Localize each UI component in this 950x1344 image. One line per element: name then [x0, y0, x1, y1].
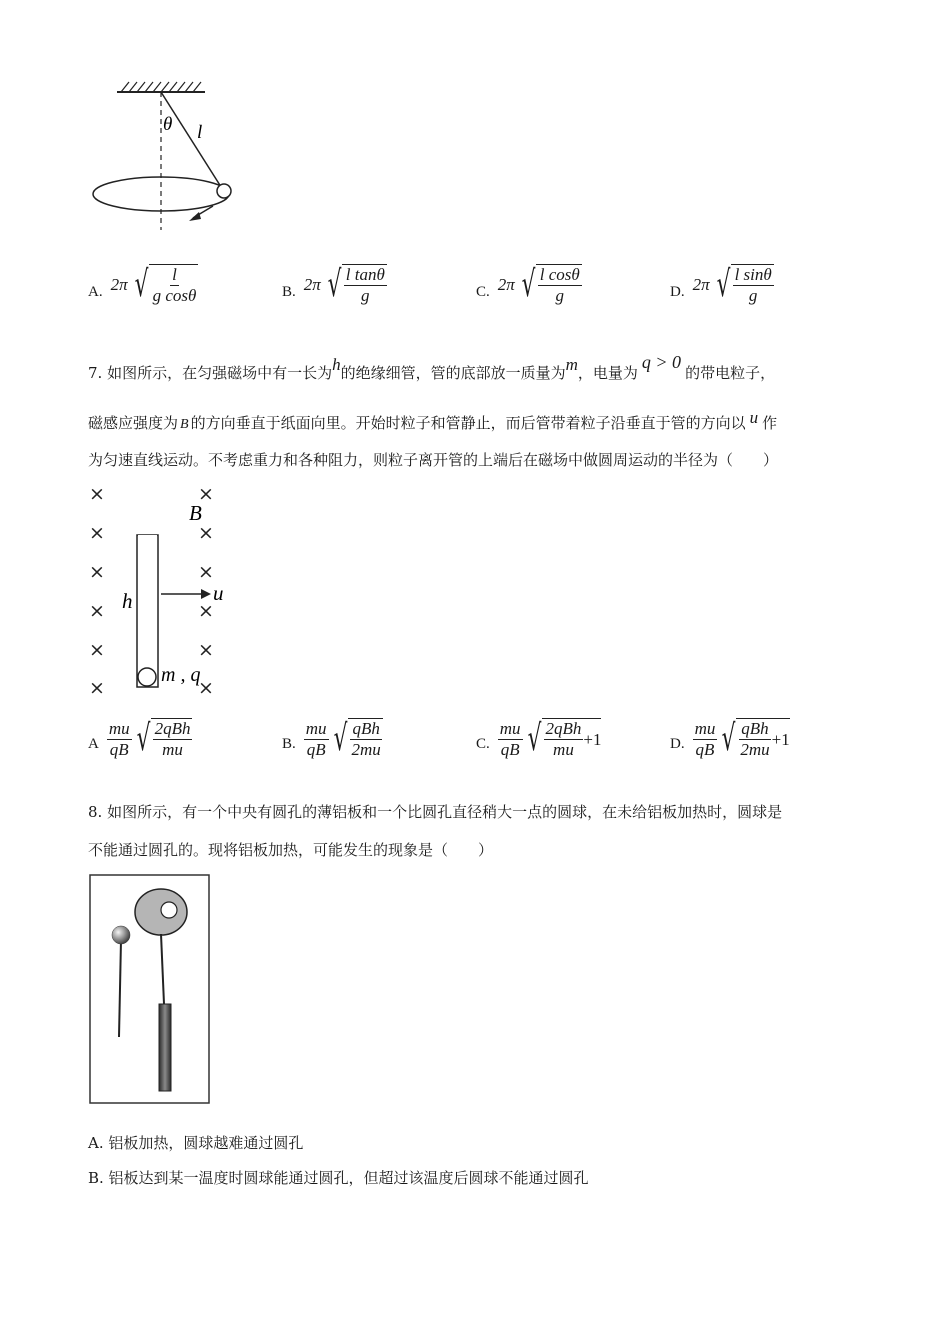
label-B: B: [189, 501, 202, 525]
field-cross: ×: [198, 483, 214, 505]
field-cross: ×: [198, 600, 214, 622]
option-label: D.: [670, 735, 685, 752]
field-cross: ×: [89, 677, 105, 699]
field-cross: ×: [89, 561, 105, 583]
q8-stem-line1: 8. 如图所示，有一个中央有圆孔的薄铝板和一个比圆孔直径稍大一点的圆球，在未给铝板加热时，圆球是: [88, 803, 783, 821]
metal-ball: [112, 926, 130, 944]
label-u: u: [213, 581, 224, 605]
q7-option-c[interactable]: C. $\frac{mu}{qB}$ √ $\frac{\text{2qBh}}{mu}$ +1: [476, 718, 602, 759]
field-cross: ×: [198, 677, 214, 699]
aluminum-plate-ball-figure: [89, 874, 211, 1106]
option-label: C.: [476, 735, 490, 752]
q7-option-b[interactable]: B. $\frac{mu}{qB}$ √ $\frac{\text{qBh}}{2mu}$: [282, 718, 381, 759]
magnetic-field-tube-figure: [85, 480, 235, 700]
field-cross: ×: [89, 600, 105, 622]
q7-option-d[interactable]: D. $\frac{mu}{qB}$ √ $\frac{\text{qBh}}{2mu}$ +1: [670, 718, 790, 759]
option-label: A.: [88, 283, 103, 300]
option-label: B.: [282, 735, 296, 752]
q7-stem-line2: 磁感应强度为 B 的方向垂直于纸面向里。开始时粒子和管静止，而后管带着粒子沿垂直于管的方向以 u 作: [88, 408, 778, 432]
option-label: C.: [476, 283, 490, 300]
symbol-q: q > 0: [641, 352, 682, 372]
q7-stem-line1: 7. 如图所示，在匀强磁场中有一长为h的绝缘细管，管的底部放一质量为m，电量为q > 0的带电粒子，: [88, 352, 776, 382]
field-cross: ×: [198, 561, 214, 583]
q6-option-c[interactable]: C. 2π √ $\frac{\text{l cosθ}}{g}$: [476, 264, 580, 305]
q7-option-a[interactable]: A $\frac{mu}{qB}$ √ $\frac{\text{2qBh}}{mu}$: [88, 718, 191, 759]
label-mq: m , q: [161, 664, 201, 686]
plate-hole: [161, 902, 177, 918]
field-cross: ×: [198, 522, 214, 544]
q6-option-d[interactable]: D. 2π √ $\frac{\text{l sinθ}}{g}$: [670, 264, 772, 305]
q8-stem-line2: 不能通过圆孔的。现将铝板加热，可能发生的现象是（ ）: [88, 841, 494, 859]
q8-option-a[interactable]: A. 铝板加热，圆球越难通过圆孔: [88, 1134, 304, 1152]
conical-pendulum-figure: [85, 78, 235, 238]
option-label: B.: [282, 283, 296, 300]
symbol-B: B: [180, 417, 189, 432]
symbol-u: u: [749, 408, 759, 427]
field-cross: ×: [89, 522, 105, 544]
field-cross: ×: [89, 639, 105, 661]
length-label: l: [197, 122, 203, 143]
field-cross: ×: [198, 639, 214, 661]
q7-stem-line3: 为匀速直线运动。不考虑重力和各种阻力，则粒子离开管的上端后在磁场中做圆周运动的半径为（ ）: [88, 451, 779, 469]
theta-label: θ: [163, 114, 173, 135]
q6-option-a[interactable]: A. 2π √ $\frac{l}{\text{g cosθ}}$: [88, 264, 197, 305]
symbol-m: m: [565, 355, 578, 374]
option-label: A: [88, 735, 99, 752]
field-cross: ×: [89, 483, 105, 505]
option-label: D.: [670, 283, 685, 300]
q6-option-b[interactable]: B. 2π √ $\frac{\text{l tanθ}}{g}$: [282, 264, 385, 305]
q8-option-b[interactable]: B. 铝板达到某一温度时圆球能通过圆孔，但超过该温度后圆球不能通过圆孔: [88, 1169, 589, 1187]
symbol-h: h: [332, 355, 341, 374]
label-h: h: [122, 589, 133, 613]
